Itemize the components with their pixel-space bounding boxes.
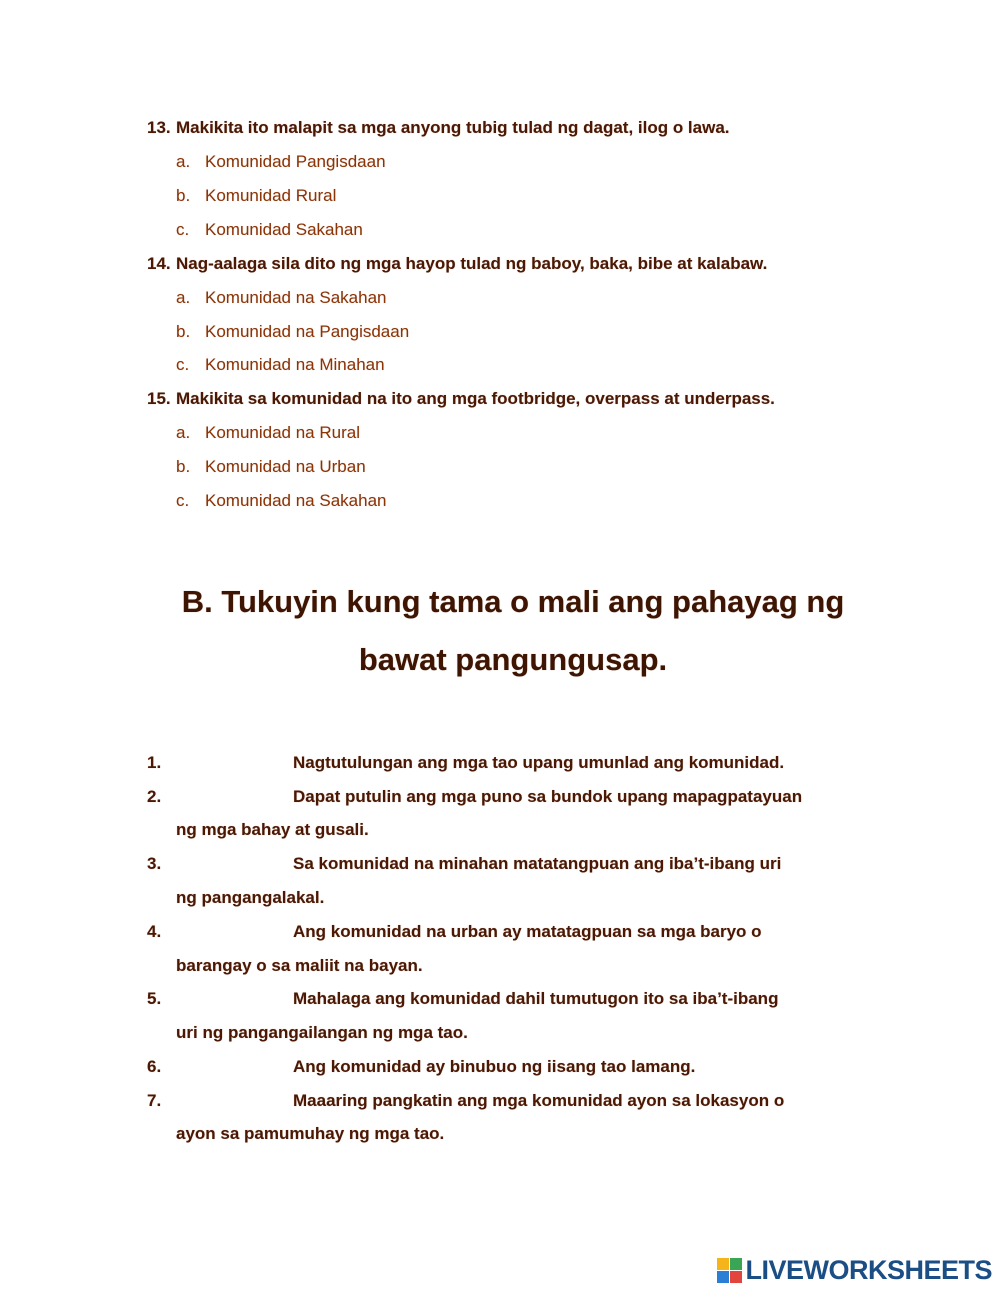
choice-a[interactable]: a. Komunidad na Sakahan bbox=[176, 288, 387, 307]
item-number: 7. bbox=[147, 1091, 162, 1110]
item-statement: Dapat putulin ang mga puno sa bundok upang mapagpatayuan bbox=[293, 787, 803, 806]
choice-b[interactable]: b. Komunidad Rural bbox=[176, 186, 337, 205]
question-stem: 14. Nag-aalaga sila dito ng mga hayop tulad ng baboy, baka, bibe at kalabaw. bbox=[147, 254, 768, 273]
liveworksheets-logo[interactable] bbox=[717, 1255, 992, 1286]
item-statement: Ang komunidad na urban ay matatagpuan sa mga baryo o bbox=[293, 922, 762, 941]
section-title-continued: bawat pangungusap. bbox=[358, 642, 668, 677]
item-number: 6. bbox=[147, 1057, 162, 1076]
choice-c[interactable]: c. Komunidad na Sakahan bbox=[176, 491, 387, 510]
choice-c[interactable]: c. Komunidad Sakahan bbox=[176, 220, 363, 239]
logo-text: LIVEWORKSHEETS bbox=[745, 1255, 992, 1285]
item-statement-continued: ng mga bahay at gusali. bbox=[176, 820, 369, 839]
item-statement-continued: barangay o sa maliit na bayan. bbox=[176, 956, 423, 975]
item-statement: Sa komunidad na minahan matatangpuan ang iba’t-ibang uri bbox=[293, 854, 782, 873]
question-stem: 13. Makikita ito malapit sa mga anyong tubig tulad ng dagat, ilog o lawa. bbox=[147, 118, 730, 137]
item-number: 3. bbox=[147, 854, 162, 873]
question-stem: 15. Makikita sa komunidad na ito ang mga footbridge, overpass at underpass. bbox=[147, 389, 775, 408]
item-number: 5. bbox=[147, 989, 162, 1008]
section-title: B. Tukuyin kung tama o mali ang pahayag ng bbox=[181, 584, 845, 619]
choice-b[interactable]: b. Komunidad na Pangisdaan bbox=[176, 322, 410, 341]
choice-a[interactable]: a. Komunidad na Rural bbox=[176, 423, 360, 442]
item-statement-continued: ng pangangalakal. bbox=[176, 888, 325, 907]
item-statement: Ang komunidad ay binubuo ng iisang tao lamang. bbox=[293, 1057, 696, 1076]
choice-b[interactable]: b. Komunidad na Urban bbox=[176, 457, 366, 476]
choice-c[interactable]: c. Komunidad na Minahan bbox=[176, 355, 385, 374]
item-number: 2. bbox=[147, 787, 162, 806]
item-statement: Maaaring pangkatin ang mga komunidad ayon sa lokasyon o bbox=[293, 1091, 785, 1110]
item-statement-continued: ayon sa pamumuhay ng mga tao. bbox=[176, 1124, 445, 1143]
item-statement-continued: uri ng pangangailangan ng mga tao. bbox=[176, 1023, 468, 1042]
choice-a[interactable]: a. Komunidad Pangisdaan bbox=[176, 152, 386, 171]
item-number: 1. bbox=[147, 753, 162, 772]
liveworksheets-grid-icon bbox=[717, 1258, 742, 1283]
item-statement: Nagtutulungan ang mga tao upang umunlad ang komunidad. bbox=[293, 753, 785, 772]
item-statement: Mahalaga ang komunidad dahil tumutugon ito sa iba’t-ibang bbox=[293, 989, 779, 1008]
item-number: 4. bbox=[147, 922, 162, 941]
